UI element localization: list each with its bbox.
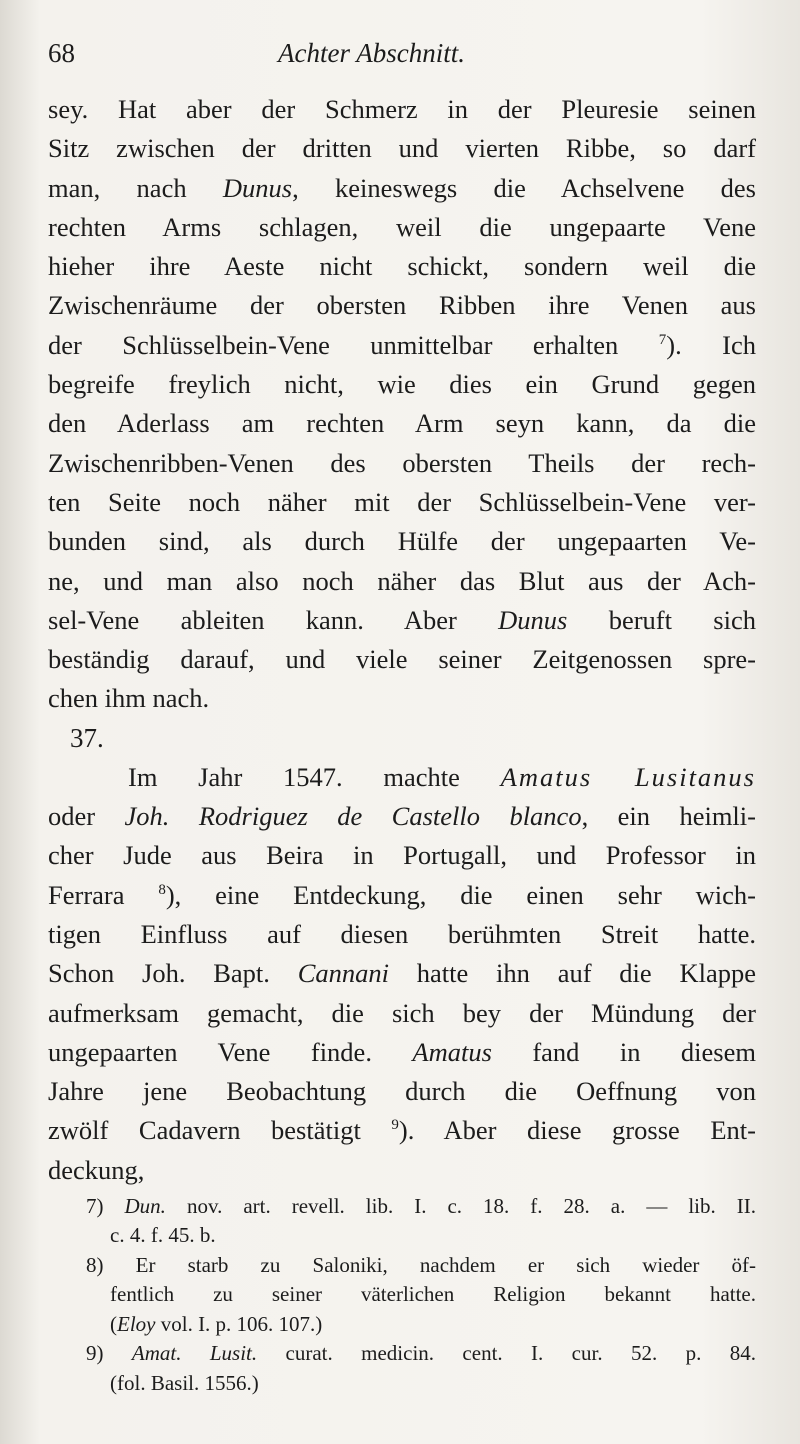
- text-line: Jahre jene Beobachtung durch die Oeffnung von: [48, 1076, 756, 1107]
- text-line: beständig darauf, und viele seiner Zeitgenossen spre-: [48, 644, 756, 675]
- author-name: Dunus: [498, 604, 568, 635]
- footnote-marker: 9): [86, 1341, 104, 1366]
- text-line: aufmerksam gemacht, die sich bey der Mündung der: [48, 997, 756, 1028]
- author-name: Amatus Lusitanus: [500, 761, 756, 792]
- catchword: deckung,: [48, 1154, 145, 1185]
- page-header: [48, 38, 756, 90]
- footnote: 7) Dun. nov. art. revell. lib. I. c. 18. f. 28. a. — lib. II. c. 4. f. 45. b.: [86, 1193, 757, 1248]
- body-text: [48, 90, 756, 1190]
- text-line: der Schlüsselbein-Vene unmittelbar erhalten $^7$). Ich: [48, 329, 756, 360]
- text-line: Schon Joh. Bapt. Cannani hatte ihn auf die Klappe: [48, 958, 756, 989]
- footnote-ref: 7: [658, 331, 667, 348]
- text-line: man, nach Dunus, keineswegs die Achselvene des: [48, 172, 756, 203]
- text-line: ne, und man also noch näher das Blut aus der Ach-: [48, 565, 756, 596]
- text-line: Zwischenräume der obersten Ribben ihre Venen aus: [48, 290, 756, 321]
- running-head: Achter Abschnitt.: [278, 38, 465, 68]
- author-name: Dunus: [222, 172, 293, 203]
- footnote: 8) Er starb zu Saloniki, nachdem er sich wieder öf- fentlich zu seiner väterlichen Religion bekannt hatte. (Eloy vol. I. p. 106. 107.): [86, 1252, 756, 1336]
- text-line: Im Jahr 1547. machte Amatus Lusitanus: [128, 761, 756, 792]
- footnote-marker: 7): [86, 1193, 104, 1218]
- author-name: Joh. Rodriguez de Castello blanco: [124, 801, 582, 832]
- text-line: oder Joh. Rodriguez de Castello blanco, ein heimli-: [48, 801, 756, 832]
- section-number: 37.: [70, 722, 104, 753]
- text-line: ten Seite noch näher mit der Schlüsselbein-Vene ver-: [48, 486, 756, 517]
- text-line: begreife freylich nicht, wie dies ein Grund gegen: [48, 369, 756, 400]
- text-line: Zwischenribben-Venen des obersten Theils der rech-: [48, 447, 756, 478]
- text-line: Ferrara $^8$), eine Entdeckung, die einen sehr wich-: [48, 879, 756, 910]
- text-line: den Aderlass am rechten Arm seyn kann, da die: [48, 408, 756, 439]
- author-name: Cannani: [297, 958, 389, 989]
- text-line: zwölf Cadavern bestätigt $^9$). Aber diese grosse Ent-: [48, 1115, 756, 1146]
- text-line: ungepaarten Vene finde. Amatus fand in diesem: [48, 1036, 756, 1067]
- text-line: rechten Arms schlagen, weil die ungepaarte Vene: [48, 211, 756, 242]
- text-line: hieher ihre Aeste nicht schickt, sondern weil die: [48, 251, 756, 282]
- text-line: cher Jude aus Beira in Portugall, und Professor in: [48, 840, 756, 871]
- text-line: sey. Hat aber der Schmerz in der Pleuresie seinen: [48, 94, 756, 124]
- footnote-ref: 8: [158, 881, 166, 898]
- footnote-ref: 9: [391, 1117, 399, 1134]
- text-line: chen ihm nach.: [48, 683, 210, 714]
- footnotes: [48, 1192, 756, 1399]
- text-line: sel-Vene ableiten kann. Aber Dunus beruft sich: [48, 604, 756, 635]
- page-number: 68: [48, 38, 75, 68]
- text-line: bunden sind, als durch Hülfe der ungepaarten Ve-: [48, 526, 756, 557]
- text-line: tigen Einfluss auf diesen berühmten Streit hatte.: [48, 918, 756, 949]
- footnote: 9) Amat. Lusit. curat. medicin. cent. I. cur. 52. p. 84. (fol. Basil. 1556.): [86, 1341, 756, 1395]
- author-name: Amatus: [412, 1036, 492, 1067]
- text-line: Sitz zwischen der dritten und vierten Ribbe, so darf: [48, 133, 756, 164]
- footnote-marker: 8): [86, 1252, 104, 1277]
